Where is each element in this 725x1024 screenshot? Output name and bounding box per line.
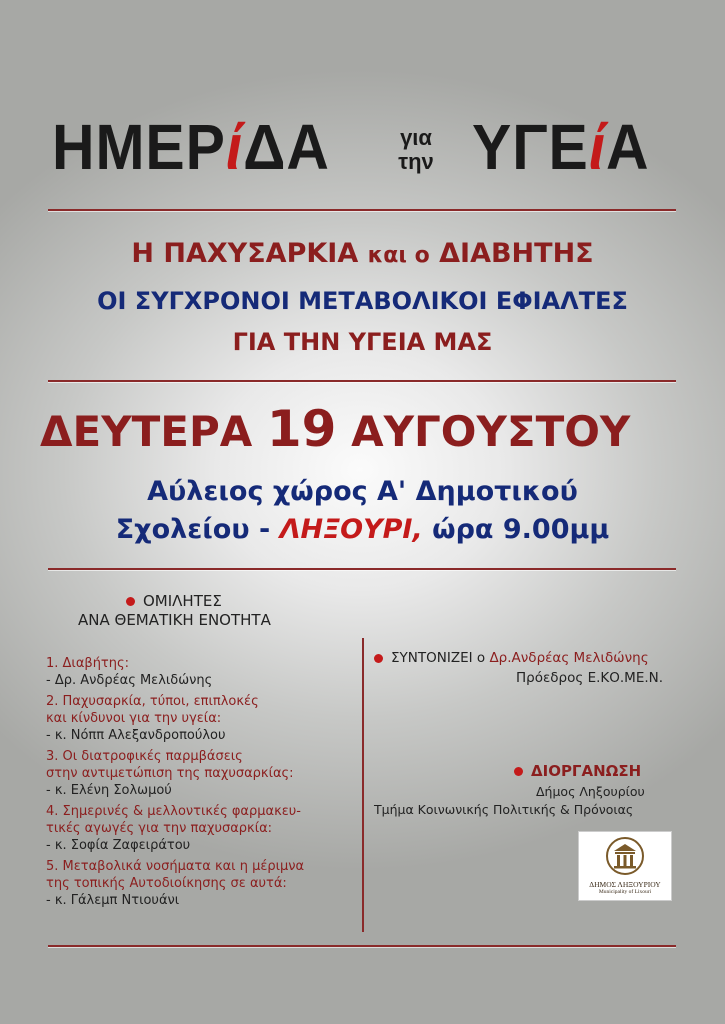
speaker-name: - Δρ. Ανδρέας Μελιδώνης xyxy=(46,673,213,688)
list-item xyxy=(46,803,304,854)
title-word2-tail: Α xyxy=(605,111,650,183)
column-divider xyxy=(362,638,364,932)
event-date xyxy=(40,400,630,458)
organizer-heading-label: ΔΙΟΡΓΑΝΩΣΗ xyxy=(531,762,642,780)
speaker-name: - κ. Ελένη Σολωμού xyxy=(46,783,172,798)
subtitle-line2: ΟΙ ΣΥΓΧΡΟΝΟΙ ΜΕΤΑΒΟΛΙΚΟΙ ΕΦΙΑΛΤΕΣ xyxy=(97,287,628,315)
divider-rule xyxy=(48,568,676,570)
title-connector-line1: για xyxy=(400,125,432,150)
speaker-topic: 3. Οι διατροφικές παρμβάσεις xyxy=(46,749,243,764)
subtitle-obesity: Η ΠΑΧΥΣΑΡΚΙΑ xyxy=(131,238,359,269)
event-month: ΑΥΓΟΥΣΤΟΥ xyxy=(351,407,631,456)
coordinator-role: Πρόεδρος Ε.ΚΟ.ΜΕ.Ν. xyxy=(516,670,664,686)
bullet-icon xyxy=(374,654,383,663)
speaker-topic: στην αντιμετώπιση της παχυσαρκίας: xyxy=(46,766,294,781)
list-item xyxy=(46,655,304,689)
speakers-heading xyxy=(126,592,222,610)
title-word1-iota: ί xyxy=(225,111,244,183)
venue-line1: Αύλειος χώρος Α' Δημοτικού xyxy=(147,476,578,507)
title-word2-iota: ί xyxy=(588,111,606,183)
organizer-department: Τμήμα Κοινωνικής Πολιτικής & Πρόνοιας xyxy=(374,802,634,817)
venue-place: ΛΗΞΟΥΡΙ, xyxy=(279,514,423,545)
speakers-list xyxy=(46,655,304,909)
speakers-subheading: ΑΝΑ ΘΕΜΑΤΙΚΗ ΕΝΟΤΗΤΑ xyxy=(78,611,271,629)
title-word-ygeia xyxy=(472,110,649,184)
logo-name-en: Municipality of Lixouri xyxy=(598,889,652,895)
venue-school: Σχολείου - xyxy=(115,514,271,545)
divider-rule xyxy=(48,380,676,382)
divider-rule xyxy=(48,209,676,211)
list-item xyxy=(46,748,304,799)
title-word1-tail: ΔΑ xyxy=(243,111,330,183)
municipality-logo xyxy=(578,831,672,901)
subtitle-line1 xyxy=(0,238,725,269)
speaker-topic: 2. Παχυσαρκία, τύποι, επιπλοκές xyxy=(46,694,259,709)
speaker-topic: 5. Μεταβολικά νοσήματα και η μέριμνα xyxy=(46,859,305,874)
coordinator-line xyxy=(374,650,649,666)
logo-name: ΔΗΜΟΣ ΛΗΞΟΥΡΙΟΥ xyxy=(589,880,661,889)
bullet-icon xyxy=(126,597,135,606)
speaker-topic: και κίνδυνοι για την υγεία: xyxy=(46,711,222,726)
list-item xyxy=(46,858,304,909)
title-word1-main: ΗΜΕΡ xyxy=(52,111,226,183)
venue-time: ώρα 9.00μμ xyxy=(432,514,610,545)
title-word2-main: ΥΓΕ xyxy=(472,111,589,183)
municipality-emblem-icon xyxy=(605,836,645,876)
title-connector-line2: την xyxy=(398,149,434,174)
subtitle-conjunction: και ο xyxy=(367,243,430,268)
subtitle-line3: ΓΙΑ ΤΗΝ ΥΓΕΙΑ ΜΑΣ xyxy=(232,328,493,356)
bullet-icon xyxy=(514,767,523,776)
venue-line2 xyxy=(0,514,725,545)
divider-rule xyxy=(48,945,676,947)
speakers-heading-line1: ΟΜΙΛΗΤΕΣ xyxy=(143,592,222,610)
coordinator-name: Δρ.Ανδρέας Μελιδώνης xyxy=(489,650,649,666)
list-item xyxy=(46,693,304,744)
speaker-name: - κ. Νόππ Αλεξανδροπούλου xyxy=(46,728,226,743)
speaker-name: - κ. Σοφία Ζαφειράτου xyxy=(46,838,191,853)
speaker-name: - κ. Γάλεμπ Ντιουάνι xyxy=(46,893,180,908)
event-date-number: 19 xyxy=(266,400,337,458)
organizer-municipality: Δήμος Ληξουρίου xyxy=(536,784,645,799)
coordinator-label: ΣΥΝΤΟΝΙΖΕΙ ο xyxy=(391,650,486,666)
subtitle-diabetes: ΔΙΑΒΗΤΗΣ xyxy=(439,238,594,269)
title-word-imerida xyxy=(52,110,330,184)
speaker-topic: 4. Σημερινές & μελλοντικές φαρμακευ- xyxy=(46,804,301,819)
speaker-topic: της τοπικής Αυτοδιοίκησης σε αυτά: xyxy=(46,876,287,891)
speaker-topic: τικές αγωγές για την παχυσαρκία: xyxy=(46,821,273,836)
event-day: ΔΕΥΤΕΡΑ xyxy=(40,407,253,456)
speaker-topic: 1. Διαβήτης: xyxy=(46,656,130,671)
organizer-heading xyxy=(514,762,641,780)
title-connector xyxy=(388,126,444,174)
